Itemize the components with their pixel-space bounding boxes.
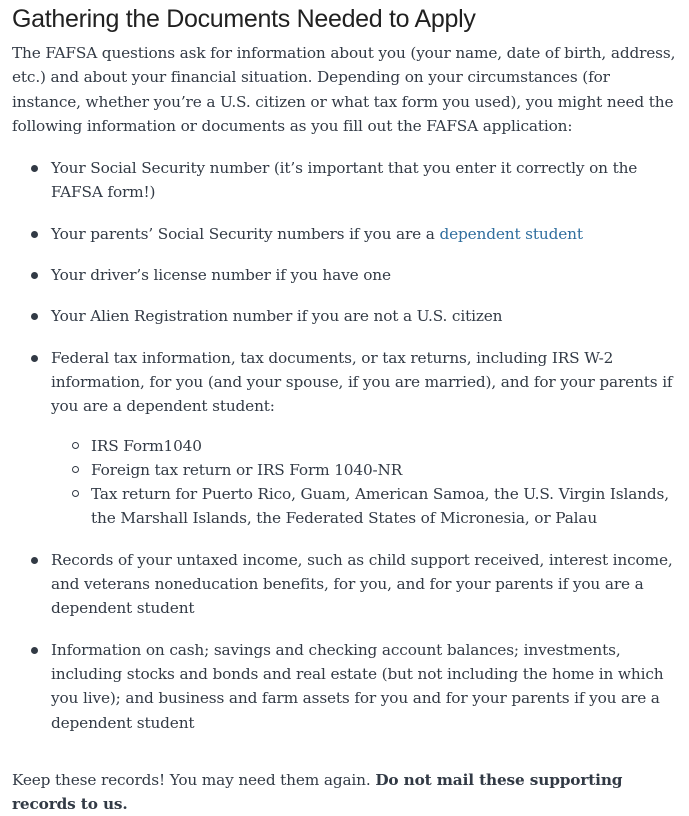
list-item-assets: Information on cash; savings and checking account balances; investments, including stocks and bonds and real estate (but not including the home in which you live); and business and farm assets for you and for your parents if you are a dependent student <box>12 638 676 735</box>
closing-warning: Do not mail these supporting records to us. <box>12 770 623 814</box>
list-item-untaxed-income: Records of your untaxed income, such as child support received, interest income, and veterans noneducation benefits, for you, and for your parents if you are a dependent student <box>12 548 676 621</box>
closing-paragraph <box>12 768 676 816</box>
sublist-item-territory-tax-return: Tax return for Puerto Rico, Guam, American Samoa, the U.S. Virgin Islands, the Marshall Islands, the Federated States of Micronesia, or Palau <box>51 482 676 531</box>
list-item-ssn: Your Social Security number (it’s important that you enter it correctly on the FAFSA form!) <box>12 156 676 205</box>
list-item-text: Your parents’ Social Security numbers if you are a <box>51 224 440 243</box>
dependent-student-link[interactable]: dependent student <box>439 224 583 243</box>
documents-list <box>12 156 676 735</box>
tax-forms-sublist <box>51 434 676 531</box>
sublist-item-form-1040: IRS Form1040 <box>51 434 676 458</box>
list-item-drivers-license: Your driver’s license number if you have one <box>12 263 676 287</box>
list-item-alien-registration: Your Alien Registration number if you are not a U.S. citizen <box>12 304 676 328</box>
sublist-item-foreign-tax-return: Foreign tax return or IRS Form 1040-NR <box>51 458 676 482</box>
closing-text: Keep these records! You may need them again. <box>12 770 376 789</box>
list-item-tax-information <box>12 346 676 531</box>
page-title: Gathering the Documents Needed to Apply <box>12 5 476 33</box>
list-item-parents-ssn <box>12 222 676 246</box>
intro-paragraph: The FAFSA questions ask for information about you (your name, date of birth, address, etc.) and about your financial situation. Depending on your circumstances (for instance, whether you’re a U.S. citizen or what tax form you used), you might need the following information or documents as you fill out the FAFSA application: <box>12 44 676 135</box>
document-page <box>12 0 676 816</box>
list-item-text: Federal tax information, tax documents, or tax returns, including IRS W-2 information, for you (and your spouse, if you are married), and for your parents if you are a dependent student: <box>51 348 673 416</box>
